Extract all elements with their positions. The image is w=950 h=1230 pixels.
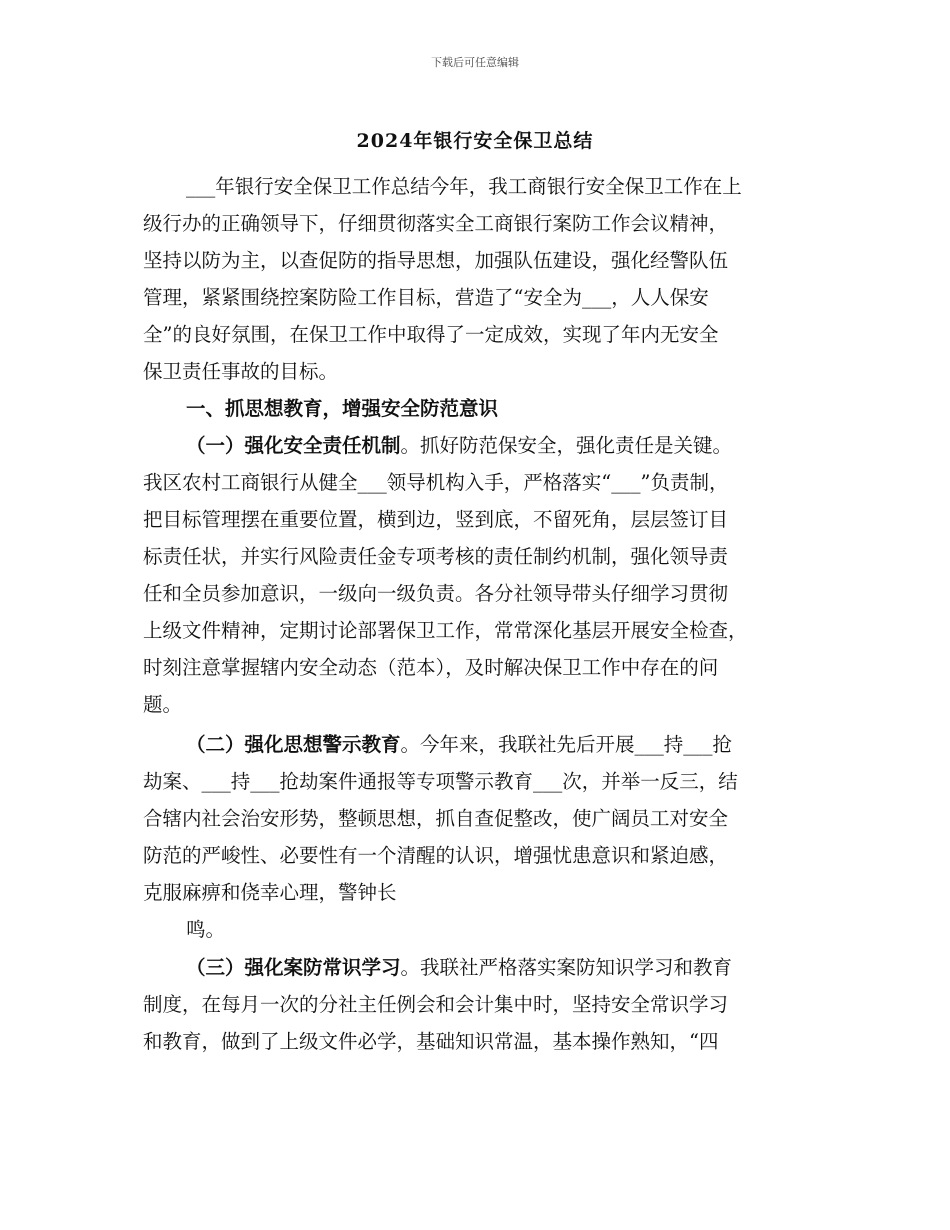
sub1-first-line-rest: 。抓好防范保安全，强化责任是关键。 (400, 434, 733, 457)
sub3-first-line-rest: 。我联社严格落实案防知识学习和教育 (400, 956, 733, 979)
sub1-first-line (186, 433, 732, 459)
sub2-first-line-rest: 。今年来，我联社先后开展___持___抢 (400, 733, 733, 756)
sub2-first-line (186, 732, 732, 758)
sub1-line-1: 我区农村工商银行从健全___领导机构入手，严格落实“___”负责制， (143, 471, 729, 494)
intro-line-3: 坚持以防为主，以查促防的指导思想，加强队伍建设，强化经警队伍 (143, 249, 729, 272)
sub2-line-2: 合辖内社会治安形势，整顿思想，抓自查促整改，使广阔员工对安全 (143, 807, 729, 830)
intro-line-4: 管理，紧紧围绕控案防险工作目标，营造了“安全为___，人人保安 (143, 286, 709, 309)
intro-line-6: 保卫责任事故的目标。 (143, 360, 339, 383)
intro-line-2: 级行办的正确领导下，仔细贯彻落实全工商银行案防工作会议精神， (143, 212, 729, 235)
sub3-line-1: 制度，在每月一次的分社主任例会和会计集中时，坚持安全常识学习 (143, 993, 729, 1016)
sub1-line-6: 时刻注意掌握辖内安全动态（范本），及时解决保卫工作中存在的问 (143, 656, 719, 679)
document-title: 2024年银行安全保卫总结 (356, 130, 594, 152)
page-header-note: 下载后可任意编辑 (431, 56, 519, 69)
sub1-line-7: 题。 (143, 693, 183, 716)
sub3-line-2: 和教育，做到了上级文件必学，基础知识常温，基本操作熟知，“四 (143, 1030, 719, 1053)
sub1-line-4: 任和全员参加意识，一级向一级负责。各分社领导带头仔细学习贯彻 (143, 582, 729, 605)
intro-line-5: 全”的良好氛围，在保卫工作中取得了一定成效，实现了年内无安全 (143, 323, 719, 346)
sub1-heading: （一）强化安全责任机制 (186, 434, 401, 457)
sub2-line-4: 克服麻痹和侥幸心理，警钟长 (143, 881, 397, 904)
sub1-line-2: 把目标管理摆在重要位置，横到边，竖到底，不留死角，层层签订目 (143, 508, 729, 531)
sub1-line-3: 标责任状，并实行风险责任金专项考核的责任制约机制，强化领导责 (143, 545, 729, 568)
sub3-heading: （三）强化案防常识学习 (186, 956, 401, 979)
intro-line-1: ___年银行安全保卫工作总结今年，我工商银行安全保卫工作在上 (186, 175, 742, 198)
sub2-heading: （二）强化思想警示教育 (186, 733, 401, 756)
sub2-line-3: 防范的严峻性、必要性有一个清醒的认识，增强忧患意识和紧迫感， (143, 844, 729, 867)
sub2-line-1: 劫案、___持___抢劫案件通报等专项警示教育___次，并举一反三，结 (143, 770, 738, 793)
sub1-line-5: 上级文件精神，定期讨论部署保卫工作，常常深化基层开展安全检查， (143, 619, 748, 642)
section1-heading: 一、抓思想教育，增强安全防范意识 (186, 397, 499, 420)
sub2-tail: 鸣。 (186, 918, 226, 941)
sub3-first-line (186, 955, 732, 981)
